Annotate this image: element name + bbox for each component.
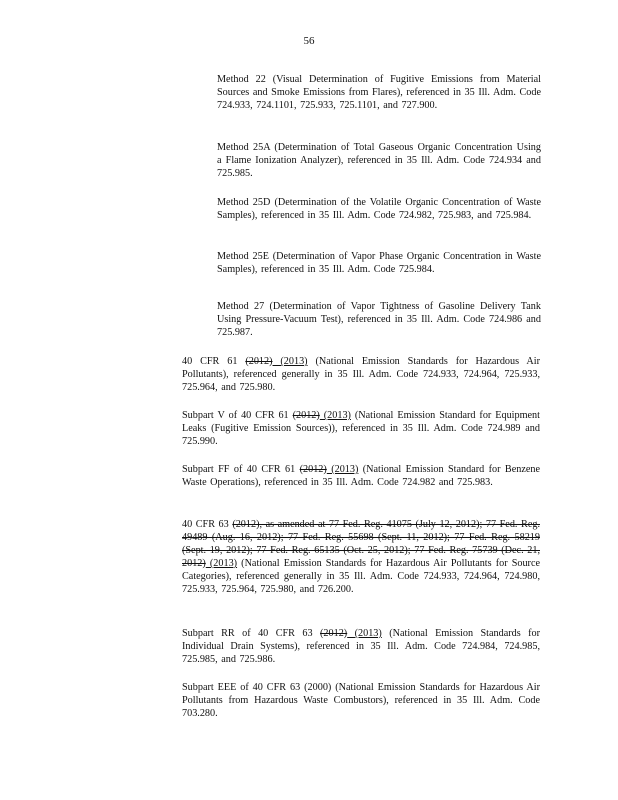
cfr-61-entry (182, 355, 540, 394)
subpart-v-start: Subpart V of 40 CFR 61 (182, 410, 293, 421)
subpart-ff-struck-text: (2012) (299, 464, 327, 475)
subpart-v-inserted-text: (2013) (319, 410, 351, 421)
method-25e-entry: Method 25E (Determination of Vapor Phase Organic Concentration in Waste Samples), referenced in 35 Ill. Adm. Code 725.984. (217, 251, 541, 275)
cfr-63-inserted-text: (2013) (205, 558, 238, 569)
method-27-entry: Method 27 (Determination of Vapor Tightness of Gasoline Delivery Tank Using Pressure-Vacuum Test), referenced in 35 Ill. Adm. Code 724.986 and 725.987. (217, 301, 541, 338)
subpart-rr-inserted-text: (2013) (347, 628, 382, 639)
subpart-rr-rest: (National Emission Standards for Individual Drain Systems), referenced in 35 Ill. Adm. Code 724.984, 724.985, 725.985, and 725.986. (182, 628, 540, 665)
cfr-63-start: 40 CFR 63 (182, 519, 233, 530)
cfr-61-struck-text: (2012) (245, 356, 273, 367)
subpart-rr-entry (182, 627, 540, 666)
method-25a-entry: Method 25A (Determination of Total Gaseous Organic Concentration Using a Flame Ionization Analyzer), referenced in 35 Ill. Adm. Code 724.934 and 725.985. (217, 142, 541, 179)
subpart-ff-inserted-text: (2013) (326, 464, 359, 475)
subpart-v-struck-text: (2012) (292, 410, 320, 421)
method-25d-entry: Method 25D (Determination of the Volatile Organic Concentration of Waste Samples), referenced in 35 Ill. Adm. Code 724.982, 725.983, and 725.984. (217, 197, 541, 221)
cfr-63-entry (182, 518, 540, 596)
subpart-rr-struck-text: (2012) (320, 628, 348, 639)
subpart-v-rest: (National Emission Standard for Equipment Leaks (Fugitive Emission Sources)), referenced in 35 Ill. Adm. Code 724.989 and 725.990. (182, 410, 540, 447)
subpart-ff-rest: (National Emission Standard for Benzene Waste Operations), referenced in 35 Ill. Adm. Code 724.982 and 725.983. (182, 464, 540, 488)
subpart-eee-entry: Subpart EEE of 40 CFR 63 (2000) (National Emission Standards for Hazardous Air Pollutants from Hazardous Waste Combustors), referenced in 35 Ill. Adm. Code 703.280. (182, 682, 540, 719)
cfr-63-rest: (National Emission Standards for Hazardous Air Pollutants for Source Categories), referenced generally in 35 Ill. Adm. Code 724.933, 724.964, 724.980, 725.933, 725.964, 725.980, and 726.200. (182, 558, 540, 595)
page-number: 56 (303, 35, 315, 47)
subpart-ff-start: Subpart FF of 40 CFR 61 (182, 464, 300, 475)
cfr-61-inserted-text: (2013) (272, 356, 308, 367)
method-22-entry: Method 22 (Visual Determination of Fugitive Emissions from Material Sources and Smoke Emissions from Flares), referenced in 35 Ill. Adm. Code 724.933, 724.1101, 725.933, 725.1101, and 727.900. (217, 74, 541, 111)
cfr-61-start: 40 CFR 61 (182, 356, 246, 367)
subpart-v-entry (182, 409, 540, 448)
cfr-63-struck-text: (2012), as amended at 77 Fed. Reg. 41075 (July 12, 2012); 77 Fed. Reg. 49489 (Aug. 16, 2012); 77 Fed. Reg. 55698 (Sept. 11, 2012); 77 Fed. Reg. 58219 (Sept. 19, 2012); 77 Fed. Reg. 65135 (Oct. 25, 2012); 77 Fed. Reg. 75739 (Dec. 21, 2012) (182, 519, 540, 569)
cfr-61-rest: (National Emission Standards for Hazardous Air Pollutants), referenced generally in 35 Ill. Adm. Code 724.933, 724.964, 725.933, 725.964, and 725.980. (182, 356, 540, 393)
subpart-rr-start: Subpart RR of 40 CFR 63 (182, 628, 321, 639)
subpart-ff-entry (182, 463, 540, 489)
